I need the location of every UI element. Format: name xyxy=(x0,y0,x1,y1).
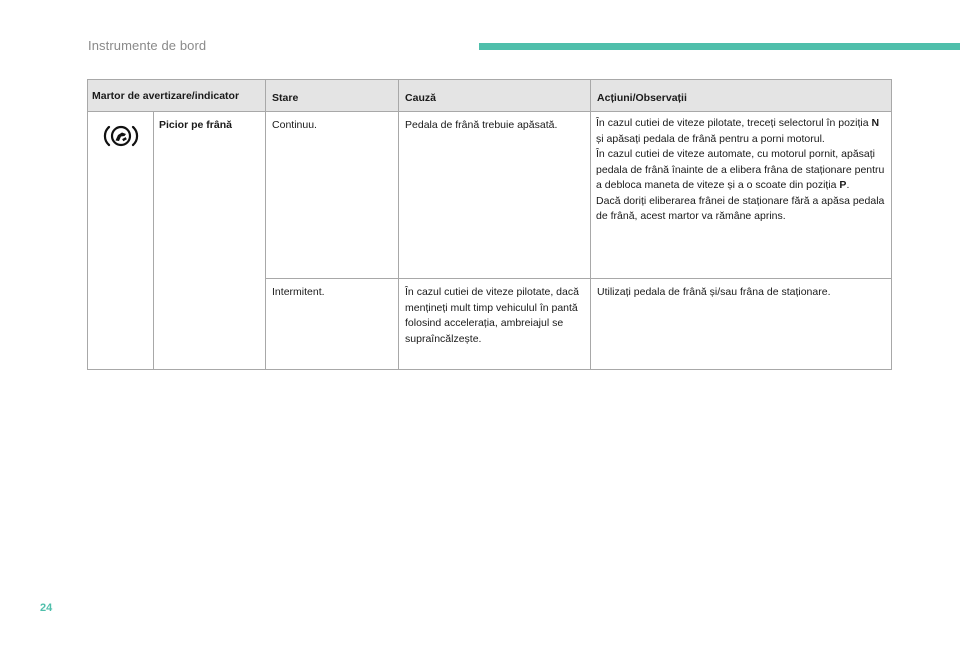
indicator-name: Picior pe frână xyxy=(154,112,266,370)
row-1-state: Continuu. xyxy=(266,112,399,279)
table-header-row xyxy=(88,80,892,112)
row-2-actions: Utilizați pedala de frână și/sau frâna de staționare. xyxy=(591,279,892,370)
row-1-cause: Pedala de frână trebuie apăsată. xyxy=(399,112,591,279)
section-title: Instrumente de bord xyxy=(88,38,207,53)
header-accent-bar xyxy=(479,43,960,50)
column-header-state: Stare xyxy=(266,80,399,112)
table-row xyxy=(88,112,892,279)
column-header-actions: Acțiuni/Observații xyxy=(591,80,892,112)
warning-indicator-table xyxy=(87,79,892,370)
row-1-actions: În cazul cutiei de viteze pilotate, treceți selectorul în poziția N și apăsați pedala de frână pentru a porni motorul. În cazul cutiei de viteze automate, cu motorul pornit, apăsați pedala de frână înainte de a elibera frâna de staționare pentru a debloca maneta de viteze și a o scoate din poziția P. Dacă doriți eliberarea frânei de staționare fără a apăsa pedala de frână, acest martor va rămâne aprins. xyxy=(591,112,892,279)
row-2-cause: În cazul cutiei de viteze pilotate, dacă mențineți mult timp vehiculul în pantă folosind accelerația, ambreiajul se supraîncălzește. xyxy=(399,279,591,370)
indicator-icon-cell xyxy=(88,112,154,370)
brake-foot-warning-icon xyxy=(101,122,141,150)
column-header-cause: Cauză xyxy=(399,80,591,112)
column-header-indicator: Martor de avertizare/indicator xyxy=(88,80,266,112)
warning-indicator-table-container xyxy=(87,79,891,370)
row-2-state: Intermitent. xyxy=(266,279,399,370)
page-number: 24 xyxy=(40,602,53,614)
